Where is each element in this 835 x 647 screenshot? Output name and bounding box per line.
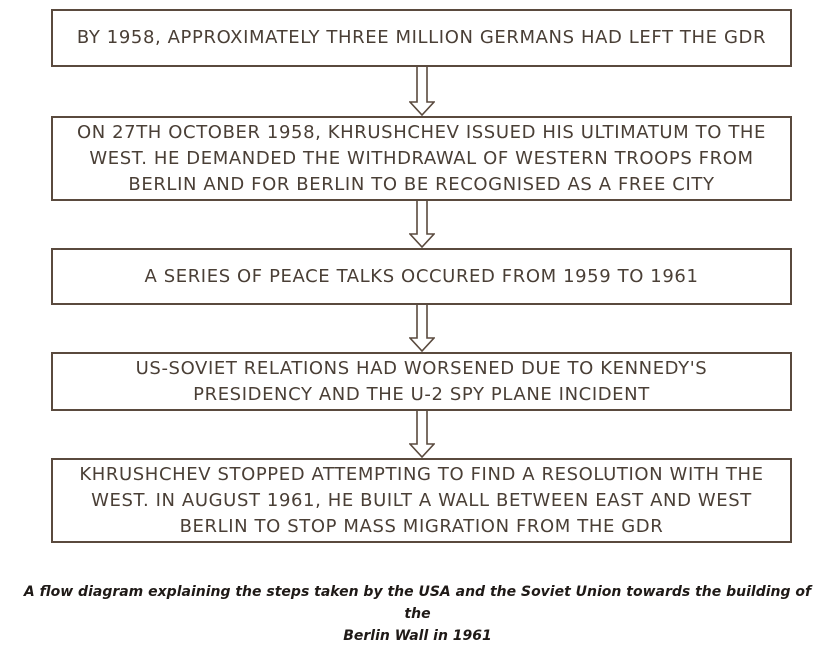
- figure-caption: [10, 581, 825, 647]
- flow-step-2-text: ON 27TH OCTOBER 1958, KHRUSHCHEV ISSUED HIS ULTIMATUM TO THE WEST. HE DEMANDED THE WITHDRAWAL OF WESTERN TROOPS FROM BERLIN AND FOR BERLIN TO BE RECOGNISED AS A FREE CITY: [76, 121, 767, 195]
- down-arrow-icon: [409, 411, 435, 458]
- flow-step-5-text: KHRUSHCHEV STOPPED ATTEMPTING TO FIND A RESOLUTION WITH THE WEST. IN AUGUST 1961, HE BUILT A WALL BETWEEN EAST AND WEST BERLIN TO STOP MASS MIGRATION FROM THE GDR: [79, 463, 764, 537]
- flow-step-4: [51, 352, 792, 411]
- flow-step-3-text: A SERIES OF PEACE TALKS OCCURED FROM 1959 TO 1961: [144, 265, 699, 287]
- flow-step-4-text: US-SOVIET RELATIONS HAD WORSENED DUE TO KENNEDY'S PRESIDENCY AND THE U-2 SPY PLANE INCIDENT: [135, 357, 708, 405]
- flow-step-3: [51, 248, 792, 305]
- flow-step-1-text: BY 1958, APPROXIMATELY THREE MILLION GERMANS HAD LEFT THE GDR: [76, 27, 767, 48]
- down-arrow-icon: [409, 201, 435, 248]
- down-arrow-icon: [409, 305, 435, 352]
- flow-step-1: [51, 9, 792, 67]
- down-arrow-icon: [409, 67, 435, 116]
- caption-text: A flow diagram explaining the steps taken by the USA and the Soviet Union towards the building of the Berlin Wall in 1961: [23, 584, 812, 644]
- flow-step-2: [51, 116, 792, 201]
- flow-step-5: [51, 458, 792, 543]
